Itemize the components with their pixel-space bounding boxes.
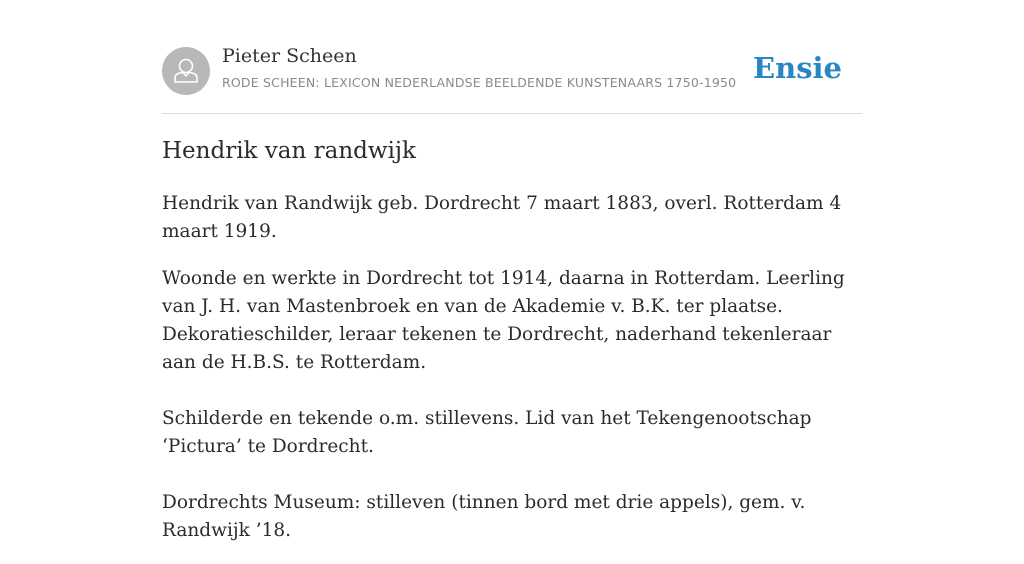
- author-name[interactable]: Pieter Scheen: [222, 45, 357, 67]
- article-body: [162, 190, 862, 564]
- author-avatar[interactable]: [162, 47, 210, 95]
- page-container: [162, 0, 862, 541]
- article-title: Hendrik van randwijk: [162, 138, 416, 164]
- source-title[interactable]: RODE SCHEEN: LEXICON NEDERLANDSE BEELDENDE KUNSTENAARS 1750-1950: [222, 75, 737, 90]
- ensie-logo[interactable]: Ensie: [753, 51, 842, 85]
- user-icon: [162, 47, 210, 95]
- paragraph-career: Woonde en werkte in Dordrecht tot 1914, daarna in Rotterdam. Leerling van J. H. van Mastenbroek en van de Akademie v. B.K. ter plaatse. Dekoratieschilder, leraar tekenen te Dordrecht, naderhand tekenleraar aan de H.B.S. te Rotterdam.: [162, 268, 845, 373]
- article-header: [162, 0, 862, 114]
- paragraph-museum: Dordrechts Museum: stilleven (tinnen bord met drie appels), gem. v. Randwijk ’18.: [162, 492, 806, 541]
- paragraph-biography: Hendrik van Randwijk geb. Dordrecht 7 maart 1883, overl. Rotterdam 4 maart 1919.: [162, 193, 842, 242]
- paragraph-work: Schilderde en tekende o.m. stillevens. Lid van het Tekengenootschap ‘Pictura’ te Dordrecht.: [162, 408, 812, 457]
